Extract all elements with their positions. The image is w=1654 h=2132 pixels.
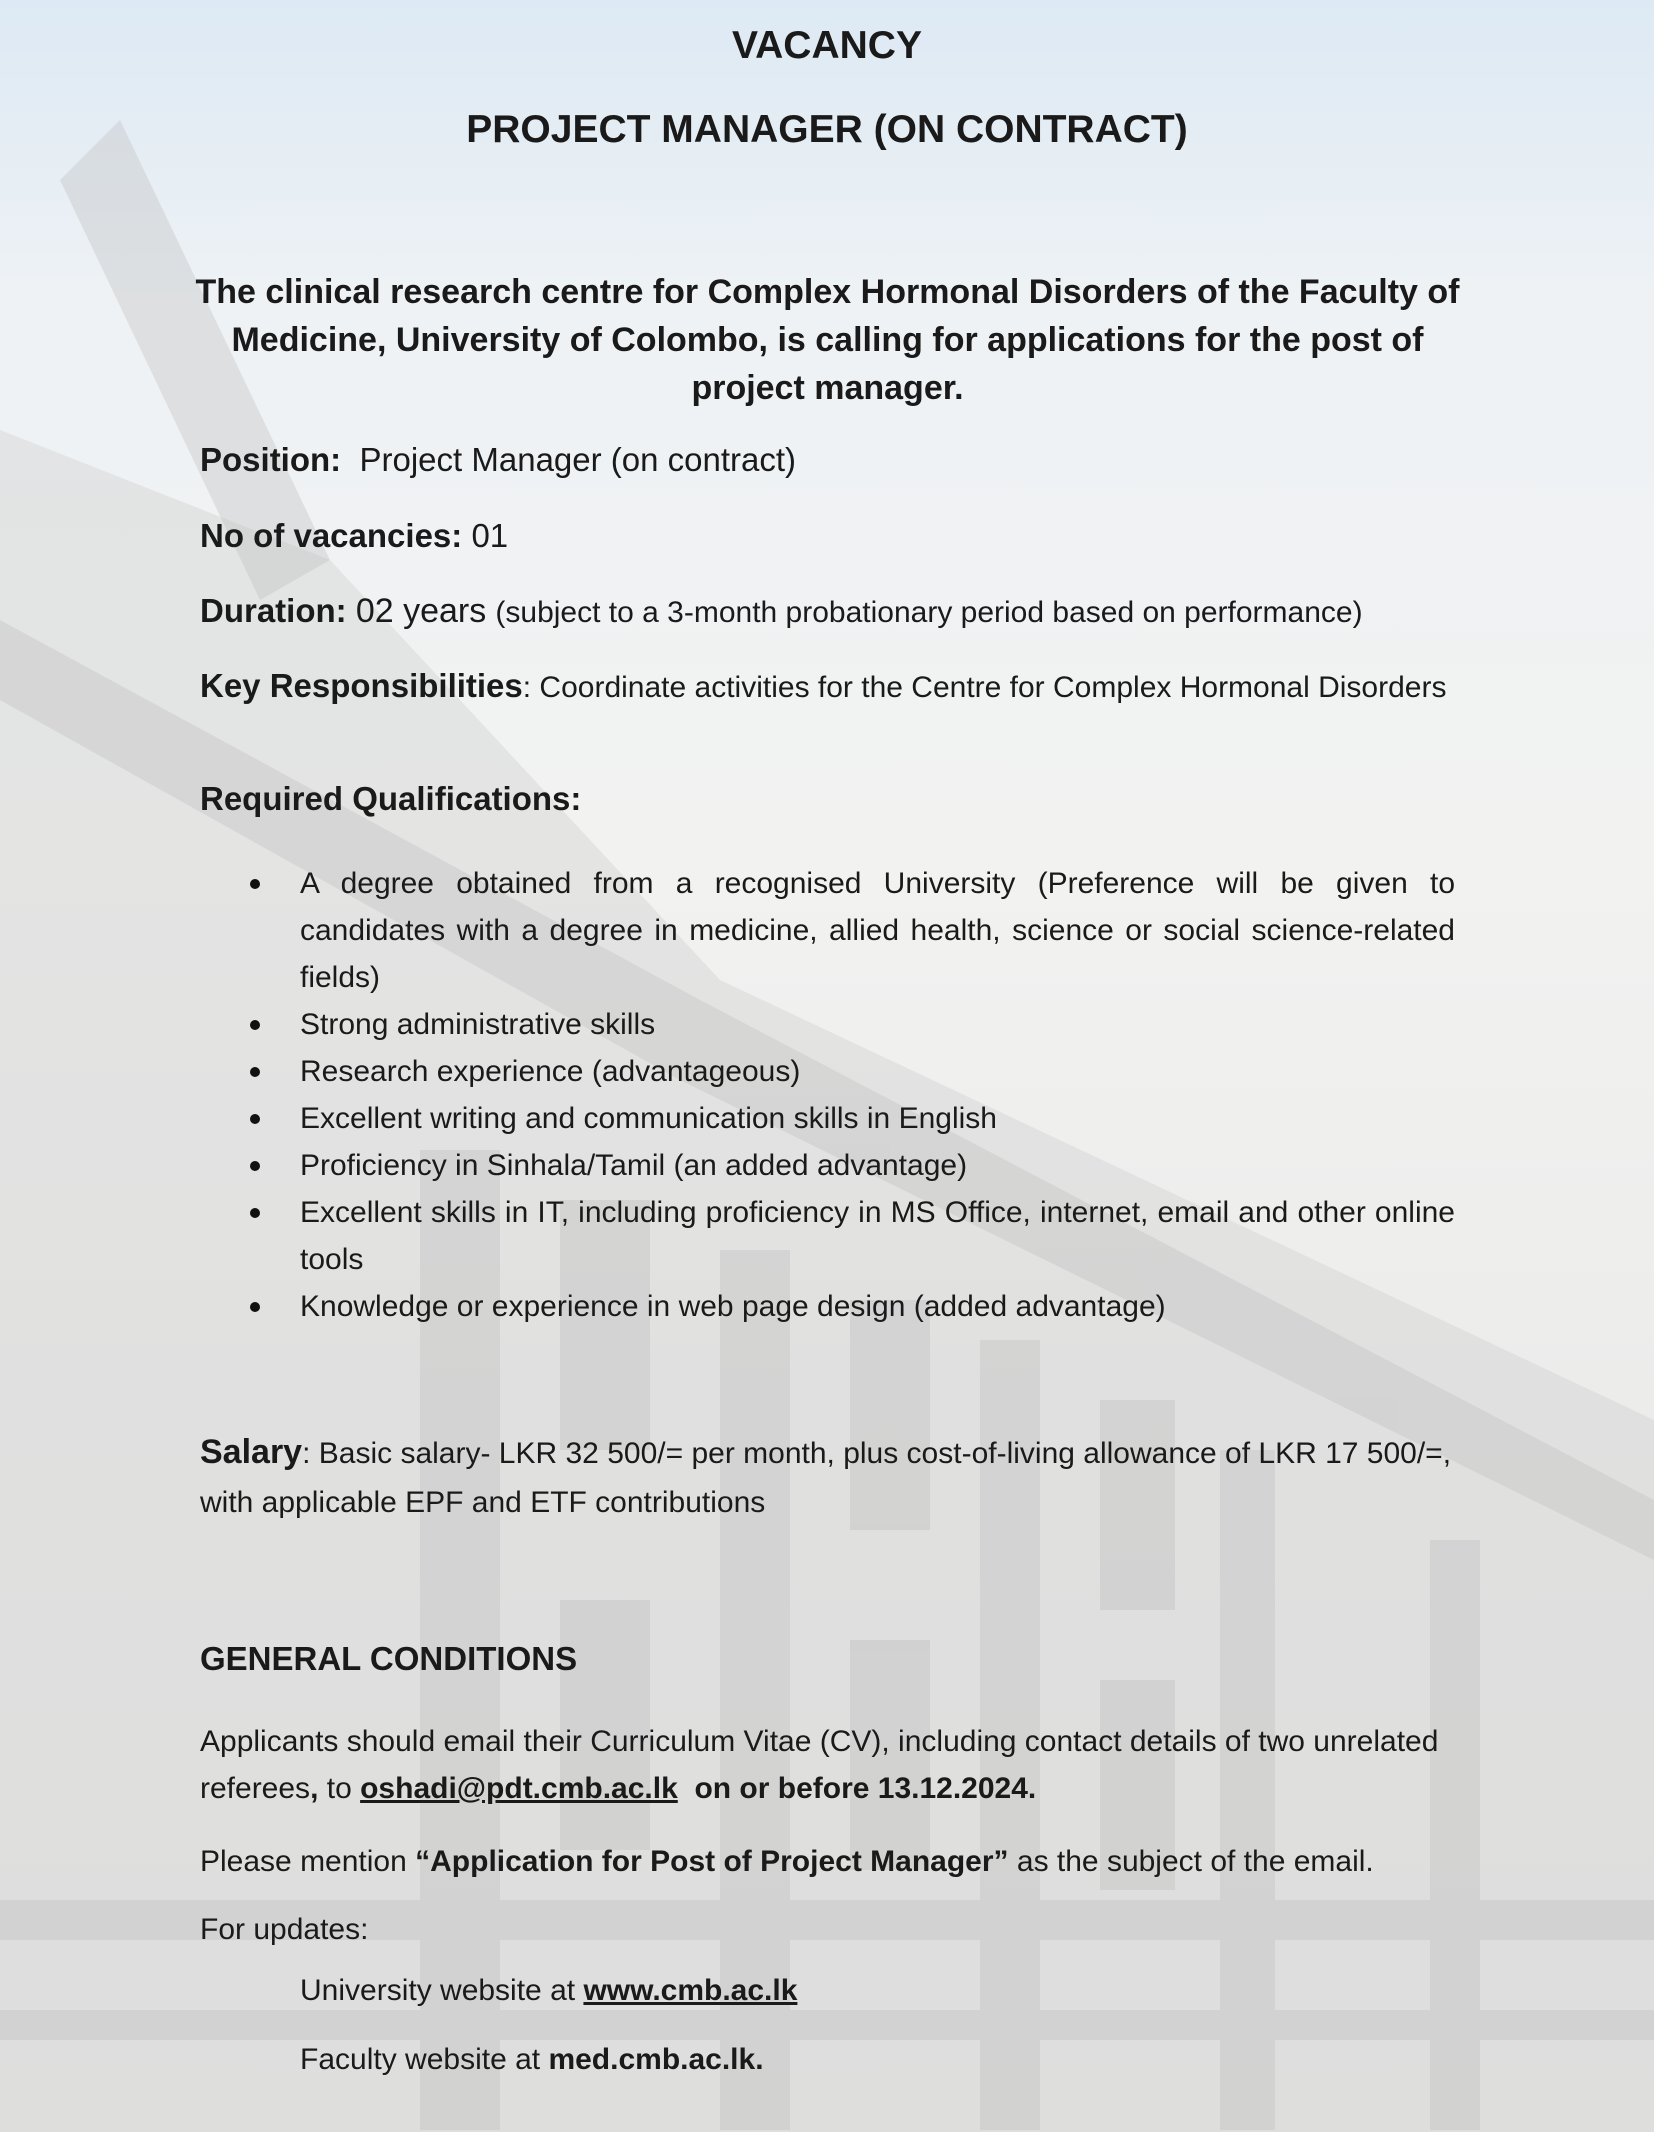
list-item: Excellent writing and communication skills in English	[250, 1095, 1455, 1142]
subject-post: as the subject of the email.	[1008, 1845, 1374, 1878]
faculty-website-label: Faculty website at	[300, 2043, 549, 2076]
vacancies-value: 01	[471, 517, 509, 554]
updates-label: For updates:	[200, 1913, 369, 1946]
qualifications-heading: Required Qualifications:	[200, 780, 582, 817]
position-row	[200, 437, 1460, 483]
subject-instruction	[200, 1838, 1470, 1885]
university-website-row	[300, 1974, 797, 2008]
faculty-website: med.cmb.ac.lk.	[548, 2043, 764, 2076]
application-instructions	[200, 1718, 1470, 1812]
apply-comma: ,	[310, 1772, 319, 1805]
qualifications-list	[250, 860, 1455, 1330]
deadline: on or before 13.12.2024.	[694, 1772, 1037, 1805]
list-item: Research experience (advantageous)	[250, 1048, 1455, 1095]
faculty-website-row	[300, 2043, 764, 2077]
email-link[interactable]: oshadi@pdt.cmb.ac.lk	[360, 1772, 678, 1805]
list-item: Knowledge or experience in web page design (added advantage)	[250, 1283, 1455, 1330]
apply-to: to	[318, 1772, 361, 1805]
university-website-label: University website at	[300, 1974, 584, 2007]
email-subject: “Application for Post of Project Manager”	[415, 1845, 1009, 1878]
list-item: Proficiency in Sinhala/Tamil (an added advantage)	[250, 1142, 1455, 1189]
salary-value: : Basic salary- LKR 32 500/= per month, plus cost-of-living allowance of LKR 17 500/=, with applicable EPF and ETF contributions	[200, 1437, 1452, 1519]
responsibilities-row	[200, 664, 1460, 710]
intro-paragraph: The clinical research centre for Complex Hormonal Disorders of the Faculty of Medicine, University of Colombo, is calling for applications for the post of project manager.	[195, 273, 1460, 407]
duration-value: 02 years	[355, 592, 487, 630]
position-value: Project Manager (on contract)	[359, 441, 797, 478]
list-item: Strong administrative skills	[250, 1001, 1455, 1048]
apply-text: Applicants should email their Curriculum Vitae (CV), including contact details of two unrelated referees	[200, 1725, 1439, 1805]
responsibilities-label: Key Responsibilities	[200, 667, 523, 704]
duration-row	[200, 588, 1460, 636]
vacancies-row	[200, 513, 1460, 559]
general-conditions-heading: GENERAL CONDITIONS	[200, 1640, 578, 1677]
list-item: A degree obtained from a recognised University (Preference will be given to candidates with a degree in medicine, allied health, science or social science-related fields)	[250, 860, 1455, 1001]
university-website-link[interactable]: www.cmb.ac.lk	[583, 1974, 798, 2007]
page-subtitle: PROJECT MANAGER (ON CONTRACT)	[466, 108, 1188, 151]
salary-label: Salary	[200, 1433, 303, 1471]
duration-note: (subject to a 3-month probationary period based on performance)	[495, 596, 1363, 629]
position-label: Position:	[200, 441, 342, 478]
responsibilities-value: : Coordinate activities for the Centre for Complex Hormonal Disorders	[522, 671, 1447, 704]
duration-label: Duration:	[200, 592, 347, 629]
salary-row	[200, 1428, 1475, 1527]
subject-pre: Please mention	[200, 1845, 416, 1878]
page-title: VACANCY	[732, 24, 922, 67]
list-item: Excellent skills in IT, including proficiency in MS Office, internet, email and other online tools	[250, 1189, 1455, 1283]
vacancies-label: No of vacancies:	[200, 517, 463, 554]
